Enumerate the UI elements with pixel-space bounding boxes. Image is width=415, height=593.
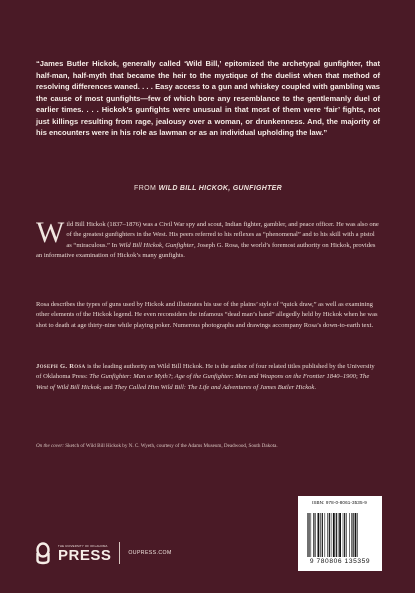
drop-cap: W [36, 216, 65, 249]
author-bio-sep-2: ; [355, 373, 360, 381]
description-p1-b: , Joseph G. Rosa, the world’s foremost authority on Hickok, provides an informative examination of Hickok’s many gunfights. [36, 241, 376, 260]
related-title-3: The West of Wild Bill Hickok [36, 373, 370, 391]
barcode-icon [306, 513, 378, 557]
barcode-panel [298, 496, 382, 571]
description-p1-a: ild Bill Hickok (1837–1876) was a Civil War spy and scout, Indian fighter, gambler, and peace officer. He was also one of the greatest gunfighters in the West. His peers referred to his reflexes as “phenomenal” and to his skill with a pistol as “miraculous.” In [66, 221, 379, 249]
publisher-wordmark [58, 544, 111, 563]
publisher-logo [34, 540, 172, 566]
description-paragraph-2 [36, 300, 380, 331]
description-p1-title: Wild Bill Hickok, Gunfighter [118, 241, 194, 249]
related-title-4: They Called Him Wild Bill: The Life and Adventures of James Butler Hickok [114, 383, 315, 391]
cover-credit-label: On the cover: [36, 443, 65, 449]
logo-divider [119, 542, 120, 564]
quote-text: “James Butler Hickok, generally called ‘Wild Bill,’ epitomized the archetypal gunfighter, that half-man, half-myth that became the heir to the mystique of the duelist when that method of resolving differences waned. . . . Easy access to a gun and whiskey coupled with gambling was the cause of most gunfights—few of which bore any resemblance to the gentlemanly duel of earlier times. . . . Hickok’s gunfights were unusual in that most of them were ‘fair’ fights, not just killings resulting from rage, jealousy over a woman, or drunkenness. And, the majority of his encounters were in his role as lawman or as an individual upholding the law.” [36, 59, 380, 137]
author-bio-end: . [314, 383, 316, 391]
barcode-digits: 9 780806 135359 [309, 558, 371, 565]
description-p2-text: Rosa describes the types of guns used by Hickok and illustrates his use of the plains’ style of “quick draw,” as well as examining other elements of the Hickok legend. He even reconsiders the infamous “dead man’s hand” allegedly held by Hickok when he was shot to death at age thirty-nine while playing poker. Numerous photographs and drawings accompany Rosa’s down-to-earth text. [36, 301, 378, 329]
author-bio [36, 362, 380, 393]
author-bio-sep-3: ; and [99, 383, 115, 391]
attribution-prefix: FROM [134, 185, 157, 192]
related-title-1: The Gunfighter: Man or Myth? [89, 373, 172, 381]
featured-quote [36, 58, 380, 139]
description-paragraph-1 [36, 216, 380, 262]
isbn-number: ISBN: 978-0-8061-3535-9 [312, 500, 367, 505]
cover-credit [36, 442, 380, 450]
publisher-press: PRESS [58, 546, 112, 564]
ou-logo-icon [34, 541, 52, 565]
related-title-2: Age of the Gunfighter: Men and Weapons on the Frontier 1840–1900 [174, 373, 356, 381]
author-bio-a: is the leading authority on Wild Bill Hickok. He is the author of four related titles published by the University of Oklahoma Press: [36, 363, 375, 381]
author-bio-sep-1: ; [171, 373, 175, 381]
attribution-source: WILD BILL HICKOK, GUNFIGHTER [158, 185, 282, 192]
author-name: Joseph G. Rosa [36, 363, 86, 370]
cover-credit-text: Sketch of Wild Bill Hickok by N. C. Wyeth, courtesy of the Adams Museum, Deadwood, South Dakota. [64, 443, 278, 449]
publisher-university: THE UNIVERSITY OF OKLAHOMA [58, 543, 108, 548]
publisher-url: OUPRESS.COM [128, 550, 172, 556]
quote-attribution [36, 185, 380, 192]
